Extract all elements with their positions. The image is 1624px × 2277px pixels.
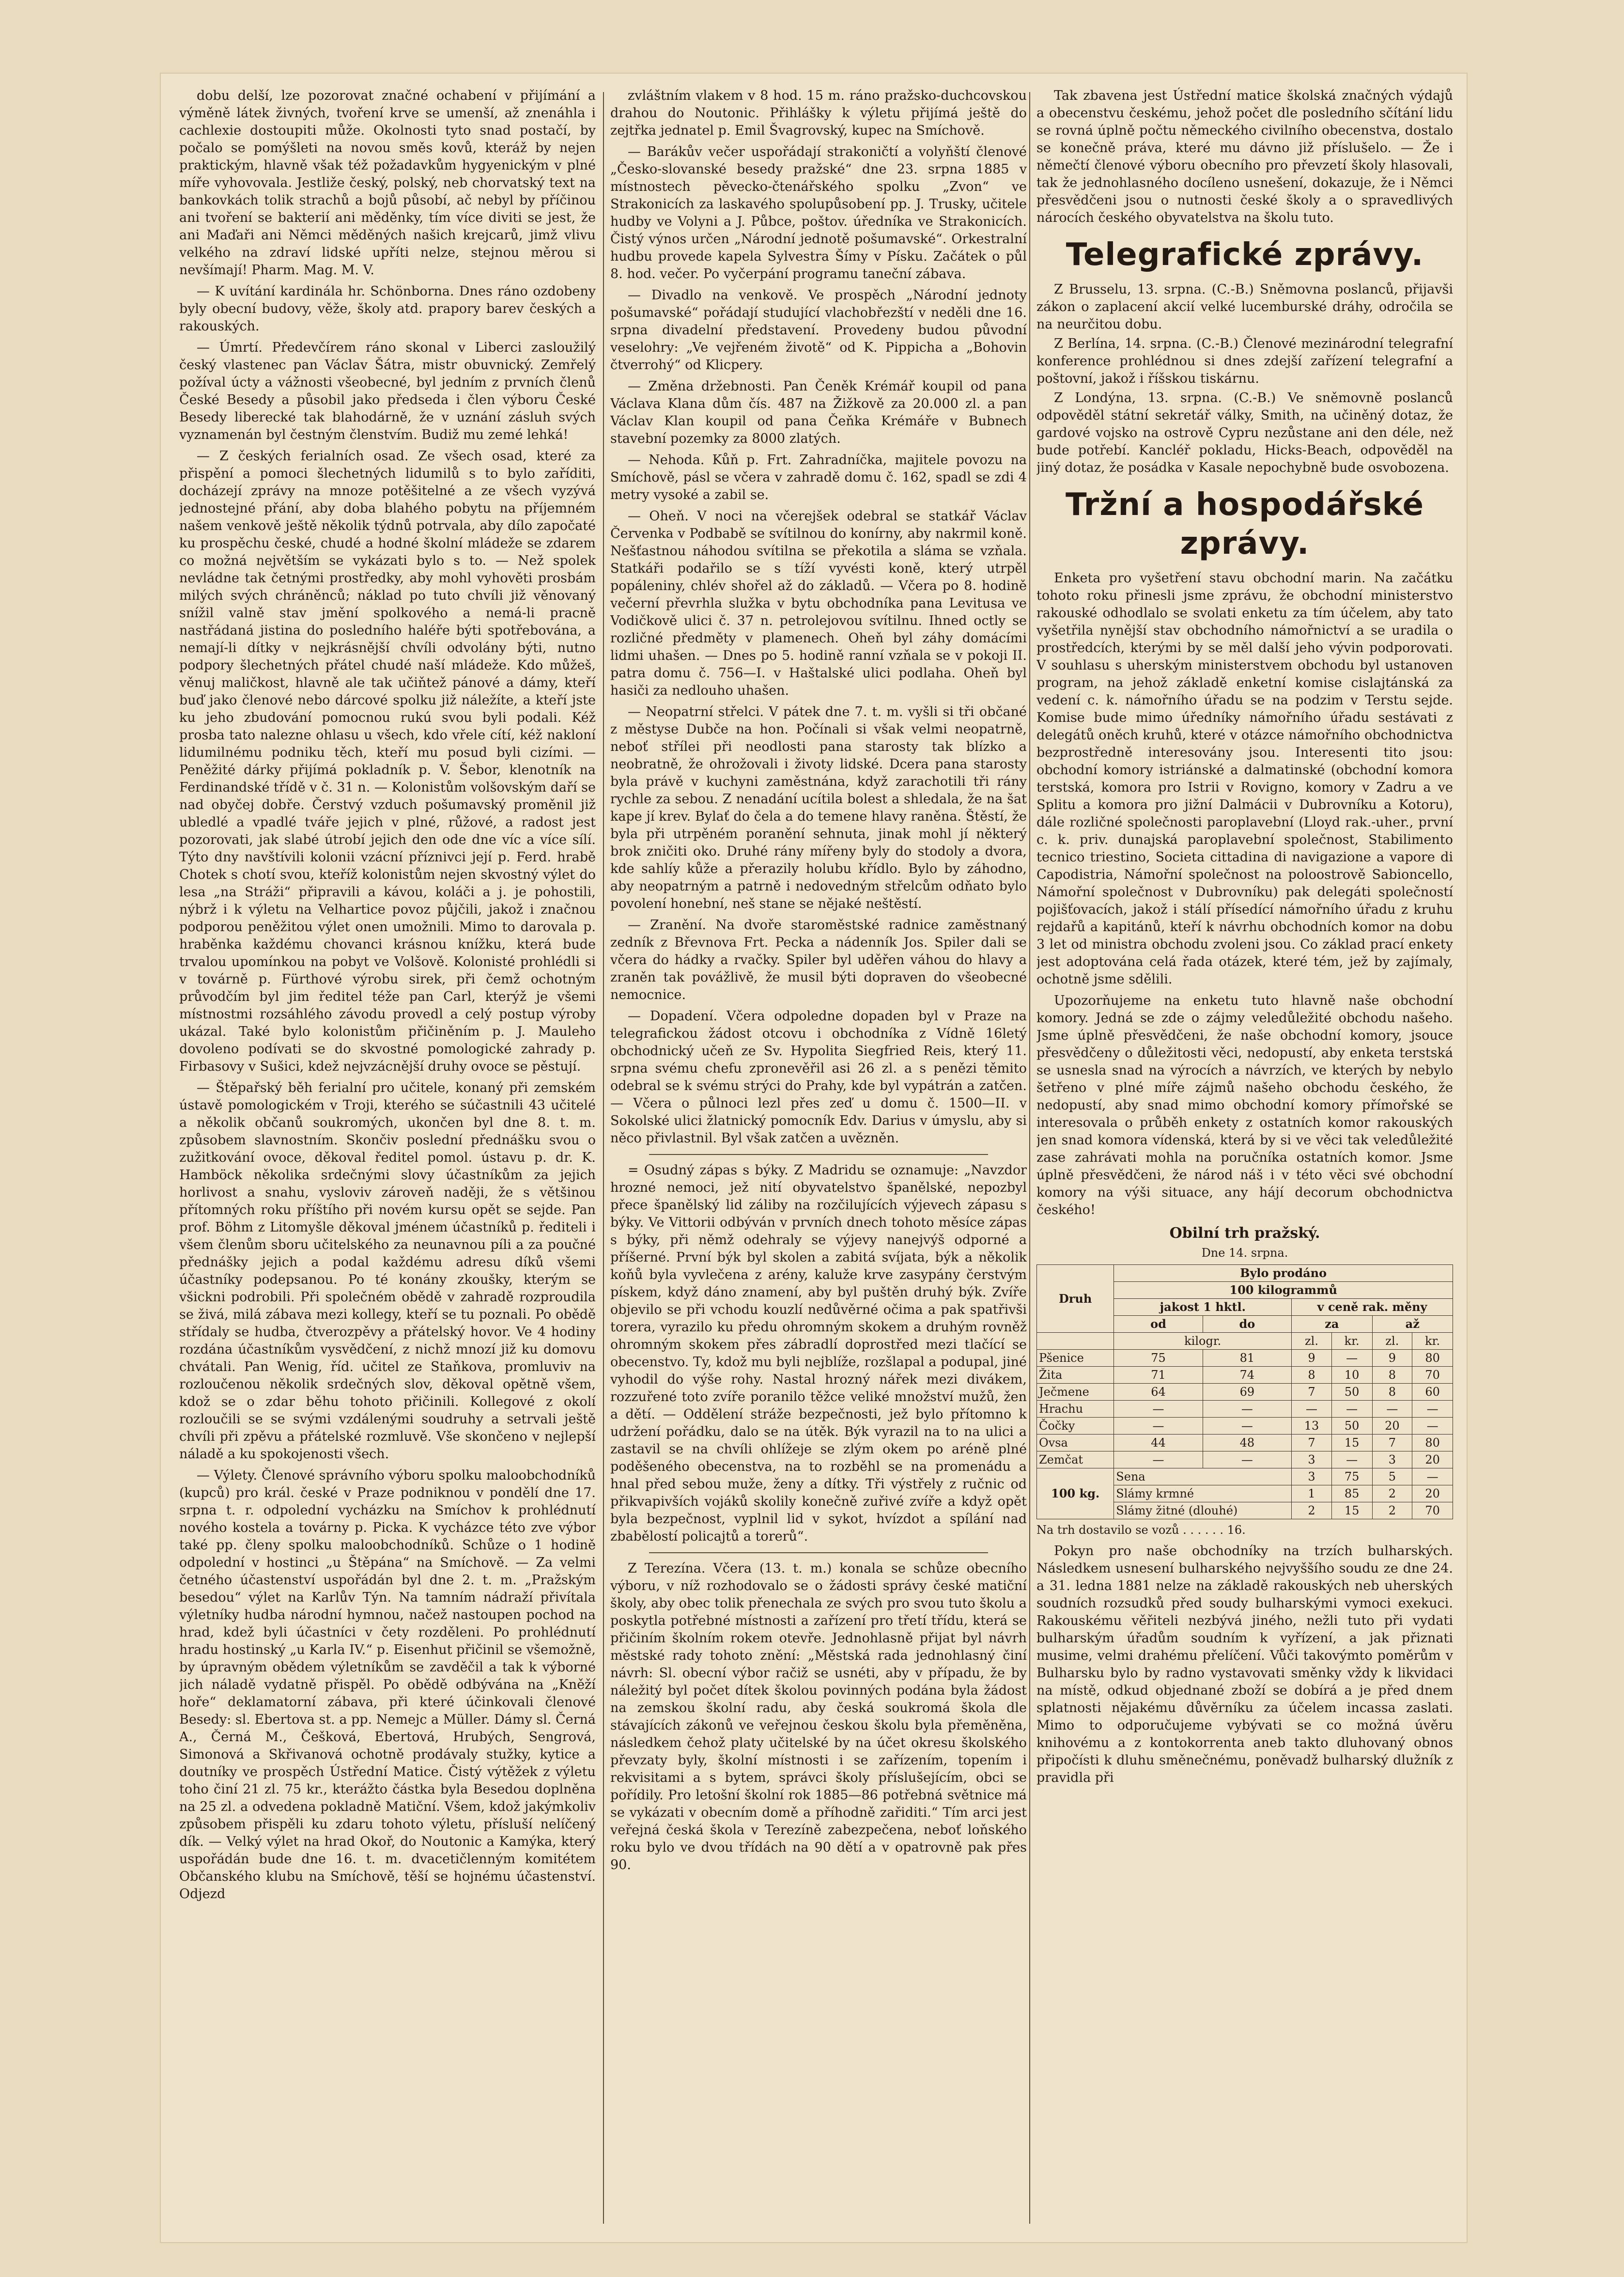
table-cell: 3 bbox=[1292, 1451, 1332, 1468]
article-paragraph: — Divadlo na venkově. Ve prospěch „Národní jednoty pošumavské“ pořádají studující vlachobřezští v neděli dne 16. srpna divadelní představení. Provedeny budou původní veselohry: „Ve vejřeném životě“ od K. Pippicha a „Bohovin čtverrohý“ od Klicpery. bbox=[610, 288, 1027, 373]
article-paragraph: Upozorňujeme na enketu tuto hlavně naše obchodní komory. Jedná se zde o zájmy veledůležité obchodu našeho. Jsme úplně přesvědčeni, že naše obchodní komory, jsouce přesvědčeny o důležitosti věci, nedopustí, aby enketa terstská se usnesla snad na výrocích a návrzích, ve kterých by nebylo šetřeno v plné míře zájmů našeho obchodu českého, že nedopustí, aby snad mimo obchodní komory přímořské se interesovala o průběh enkety z ostatních komor rakouských jen snad komora vídenská, která by si ve věci tak veledůležité zase zahrávati mohla na poručníka ostatních komor. Jsme úplně přesvědčeni, že národ náš i v této věci své obchodní komory na výši situace, any hájí decorum obchodnictva českého! bbox=[1036, 993, 1453, 1217]
grain-market-date: Dne 14. srpna. bbox=[1201, 1246, 1288, 1260]
table-header: až bbox=[1372, 1316, 1453, 1333]
table-cell: 71 bbox=[1114, 1367, 1203, 1384]
article-paragraph: — Štěpařský běh ferialní pro učitele, konaný při zemském ústavě pomologickém v Troji, kterého se súčastnili 43 učitelé a několik občanů soukromých, ukončen byl dne 8. t. m. způsobem slavnostním. Skončiv poslední přednášku svou o zužitkování ovoce, děkoval ředitel pomol. ústavu p. dr. K. Hamböck několika srdečnými slovy účastníkům za jejich horlivost a snahu, vysloviv zároveň naději, že s většinou přítomných roku příštího při novém kursu opět se sejde. Pan prof. Böhm z Litomyšle děkoval jménem účastníků p. řediteli i všem členům sboru učitelského za neunavnou píli a za poučné přednášky jejich a podal každému adresu díků všemi účastníky podepsanou. Po té konány zkoušky, kterým se všickni podrobili. Při společném obědě v zahradě rozproudila se živá, milá zábava mezi kollegy, kteří se tu poznali. Po obědě střídaly se hudba, čtverozpěvy a přátelský hovor. Ve 4 hodiny rozdána účastníkům vysvědčení, z nichž mnozí již ku domovu chvátali. Pan Wenig, říd. učitel ze Staňkova, promluviv na rozloučenou několik srdečných slov, děkoval opětně všem, kdož se o zdar běhu tohoto přičinili. Kollegové z okolí rozloučili se se svými vzdálenými soudruhy a setrvali ještě chvíli při zpěvu a přátelské rozmluvě. Vše skončeno v nejlepší náladě a ku spokojenosti všech. bbox=[179, 1080, 596, 1462]
table-row bbox=[1037, 1401, 1453, 1418]
table-cell: 7 bbox=[1292, 1435, 1332, 1451]
table-cell: — bbox=[1331, 1401, 1372, 1418]
table-cell: 81 bbox=[1203, 1350, 1291, 1367]
table-cell: — bbox=[1331, 1350, 1372, 1367]
column-rule bbox=[603, 92, 604, 2224]
table-cell: — bbox=[1203, 1418, 1291, 1435]
table-cell: Hrachu bbox=[1037, 1401, 1114, 1418]
section-heading-telegraphic: Telegrafické zprávy. bbox=[1066, 237, 1424, 273]
table-cell: — bbox=[1203, 1401, 1291, 1418]
table-cell: 50 bbox=[1331, 1384, 1372, 1401]
table-cell: 2 bbox=[1372, 1502, 1412, 1519]
table-cell: 7 bbox=[1292, 1384, 1332, 1401]
table-cell: Slámy žitné (dlouhé) bbox=[1114, 1502, 1292, 1519]
table-cell: 85 bbox=[1331, 1485, 1372, 1502]
table-header: za bbox=[1292, 1316, 1372, 1333]
article-paragraph: Enketa pro vyšetření stavu obchodní marin. Na začátku tohoto roku přinesli jsme zprávu, že obchodní ministerstvo rakouské odhodlalo se svolati enketu za tím účelem, aby tato vyšetřila nynější stav obchodního námořnictví a se uradila o prostředcích, kterými by se měl další jeho vývin podporovati. V souhlasu s uherským ministerstvem obchodu byl ustanoven program, na jehož základě enketní komise cislajtánská za vedení c. k. námořního úřadu se na podzim v Terstu sejde. Komise bude mimo úředníky námořního úřadu sestávati z delegátů oněch kruhů, které v otázce námořního obchodnictva bezprostředně interesovány jsou. Interesenti tito jsou: obchodní komory istriánské a dalmatinské (obchodní komora terstská, komora pro Istrii v Rovigno, komory v Zadru a ve Splitu a komora pro jižní Dalmácii v Dubrovníku a Kotoru), dále rozličné společnosti paroplavební (Lloyd rak.-uher., první c. k. priv. dunajská paroplavební společnost, Stabilimento tecnico triestino, Societa cittadina di navigazione a vapore di Capodistria, Námořní společnost na poloostrově Sabioncello, Námořní společnost v Dubrovníku) pak delegáti společností pojišťovacích, jakož i stálí přísedící námořního úřadu z kruhu rejdařů a kapitánů, kteří k návrhu obchodních komor na dobu 3 let od ministra obchodu zvoleni jsou. Co základ prací enkety jest adoptována celá řada otázek, které tém, jež by zajímaly, ochotně jsme sdělili. bbox=[1036, 571, 1453, 987]
table-cell: — bbox=[1372, 1401, 1412, 1418]
table-header: kr. bbox=[1412, 1333, 1453, 1350]
table-header: zl. bbox=[1292, 1333, 1332, 1350]
table-cell: 69 bbox=[1203, 1384, 1291, 1401]
table-cell: 8 bbox=[1372, 1384, 1412, 1401]
grain-price-table bbox=[1036, 1264, 1453, 1519]
article-paragraph: dobu delší, lze pozorovat značné ochabení v přijímání a výměně látek živných, tvoření krve se umenší, až znenáhla i cachlexie dostoupiti může. Okolnosti tyto snad postačí, by počalo se pomýšleti na novou směs kovů, kteráž by nejen praktickým, hlavně však též požadavkům hygyenickým v plné míře vyhovovala. Jestliže český, polský, neb chorvatský text na bankovkách tolik strachů a bojů působí, ač nebyl by příčinou ani tvoření se bakterií ani měděnky, tím více diviti se jest, že ani Maďaři ani Němci měděných našich krejcarů, jimž vlivu velkého na zdraví lidské upříti nelze, stejnou měrou si nevšímají! Pharm. Mag. M. V. bbox=[179, 88, 596, 278]
telegram: Z Brusselu, 13. srpna. (C.-B.) Sněmovna poslanců, přijavši zákon o zaplacení akcií velké lucemburské dráhy, odročila se na neurčitou dobu. bbox=[1036, 282, 1453, 332]
column-rule bbox=[1029, 92, 1030, 2224]
table-cell: — bbox=[1412, 1468, 1453, 1485]
table-header: 100 kilogrammů bbox=[1114, 1282, 1453, 1299]
table-cell: 70 bbox=[1412, 1367, 1453, 1384]
telegram: Z Londýna, 13. srpna. (C.-B.) Ve sněmovně poslanců odpověděl státní sekretář války, Smith, na učiněný dotaz, že gardové vojsko na ostrově Cypru nezůstane ani den déle, než bude potřebí. Kancléř pokladu, Hicks-Beach, odpověděl na jiný dotaz, že posádka v Kasale nepochybně bude osvobozena. bbox=[1036, 390, 1453, 475]
article-paragraph: — Dopadení. Včera odpoledne dopaden byl v Praze na telegrafickou žádost otcovu i obchodníka z Vídně 16letý obchodnický učeň ze Sv. Hypolita Siegfried Reis, který 11. srpna svému chefu zpronevěřil asi 26 zl. a s penězi těmito odebral se k svému strýci do Prahy, kde byl vypátrán a zatčen. — Včera o půlnoci lezl přes zeď u domu č. 1500—II. v Sokolské ulici žlatnický pomocník Edv. Darius v úmyslu, aby si něco přivlastnil. Byl však zatčen a uvězněn. bbox=[610, 1009, 1027, 1146]
table-header: zl. bbox=[1372, 1333, 1412, 1350]
column-left bbox=[179, 87, 596, 2229]
table-cell: 10 bbox=[1331, 1367, 1372, 1384]
article-paragraph: — Nehoda. Kůň p. Frt. Zahradníčka, majitele povozu na Smíchově, pásl se včera v zahradě domu č. 162, spadl se zdi 4 metry vysoké a zabil se. bbox=[610, 452, 1027, 502]
table-cell: 80 bbox=[1412, 1350, 1453, 1367]
table-cell: 9 bbox=[1372, 1350, 1412, 1367]
table-cell: 44 bbox=[1114, 1435, 1203, 1451]
market-note: Na trh dostavilo se vozů . . . . . . 16. bbox=[1036, 1523, 1246, 1537]
table-row bbox=[1037, 1367, 1453, 1384]
table-cell: 3 bbox=[1372, 1451, 1412, 1468]
table-header: od bbox=[1114, 1316, 1203, 1333]
table-cell: 74 bbox=[1203, 1367, 1291, 1384]
table-cell: — bbox=[1412, 1418, 1453, 1435]
newspaper-page bbox=[160, 73, 1468, 2243]
table-cell: 8 bbox=[1372, 1367, 1412, 1384]
table-header: kr. bbox=[1331, 1333, 1372, 1350]
article-paragraph: zvláštním vlakem v 8 hod. 15 m. ráno pražsko-duchcovskou drahou do Noutonic. Přihlášky k výletu přijímá ještě do zejtřka jednatel p. Emil Švagrovský, kupec na Smíchově. bbox=[610, 88, 1027, 138]
table-cell: Sena bbox=[1114, 1468, 1292, 1485]
table-cell: Slámy krmné bbox=[1114, 1485, 1292, 1502]
table-cell: — bbox=[1114, 1418, 1203, 1435]
column-middle bbox=[610, 87, 1027, 2229]
table-cell: 2 bbox=[1372, 1485, 1412, 1502]
table-cell: 8 bbox=[1292, 1367, 1332, 1384]
section-divider bbox=[649, 1154, 988, 1155]
article-paragraph: — Barákův večer uspořádají strakoničtí a volyňští členové „Česko-slovanské besedy pražské“ dne 23. srpna 1885 v místnostech pěvecko-čtenářského spolku „Zvon“ ve Strakonicích za laskavého spolupůsobení pp. J. Trusky, učitele hudby ve Volyni a J. Půbce, poštov. úředníka ve Strakonicích. Čistý výnos určen „Národní jednotě pošumavské“. Orkestralní hudbu provede kapela Sylvestra Šímy v Písku. Začátek o půl 8. hod. večer. Po vyčerpání programu taneční zábava. bbox=[610, 144, 1027, 281]
table-cell: — bbox=[1114, 1451, 1203, 1468]
section-divider bbox=[649, 1552, 988, 1553]
section-heading-market: Tržní a hospodářské zprávy. bbox=[1066, 487, 1424, 561]
article-paragraph: — Zranění. Na dvoře staroměstské radnice zaměstnaný zedník z Břevnova Frt. Pecka a nádenník Jos. Spiler dali se včera do hádky a rvačky. Spiler byl uděřen váhou do hlavy a zraněn tak povážlivě, že musil býti dopraven do všeobecné nemocnice. bbox=[610, 918, 1027, 1002]
table-cell: 20 bbox=[1412, 1485, 1453, 1502]
table-cell: — bbox=[1114, 1401, 1203, 1418]
table-cell: Ječmene bbox=[1037, 1384, 1114, 1401]
table-header: jakost 1 hktl. bbox=[1114, 1299, 1292, 1316]
table-cell: 3 bbox=[1292, 1468, 1332, 1485]
article-paragraph: — Úmrtí. Předevčírem ráno skonal v Liberci zasloužilý český vlastenec pan Václav Šátra, mistr obuvnický. Zemřelý požíval úcty a vážnosti všeobecné, byl jedním z prvních členů České Besedy a působil jako předseda i člen výboru České Besedy liberecké tak blahodárně, že v uznání zásluh svých vyznamenán byl čestným členstvím. Budiž mu zemé lehká! bbox=[179, 340, 596, 442]
table-cell: 7 bbox=[1372, 1435, 1412, 1451]
table-cell: Ovsa bbox=[1037, 1435, 1114, 1451]
article-paragraph: Tak zbavena jest Ústřední matice školská značných výdajů a obecenstvu českému, jehož počet dle posledního sčítání lidu se rovná úplně počtu německého civilního obecenstva, dostalo se konečně práva, které mu dávno již příslušelo. — Že i němečtí členové výboru obecního pro převzetí školy hlasovali, tak že jednohlasného docíleno usnešení, dokazuje, že i Němci přesvědčeni jsou o nutnosti české školy a o spravedlivých nárocích českého obyvatelstva na školu tuto. bbox=[1036, 88, 1453, 225]
table-cell: Zemčat bbox=[1037, 1451, 1114, 1468]
article-paragraph: — Z českých ferialních osad. Ze všech osad, které za přispění a pomoci šlechetných lidumilů s to bylo zaříditi, docházejí zprávy na mnoze potěšitelné a ze všech vyzývá jednostejné přání, aby doba blahého pobytu na příjemném našem venkově ještě několik týdnů potrvala, aby dílo započaté ku prospěchu české, chudé a hodné školní mládeže se zdarem co možná největším se vykázati bylo s to. — Než spolek nevládne tak četnými prostředky, aby mohl vyhověti prosbám milých svých chráněnců; náklad po tuto chvíli již věnovaný snížil valně stav jmění spolkového a nemá-li pracně nastřádaná jistina do posledního haléře býti spotřebována, a nemají-li dítky v nejkrásnější chvíli odvolány býti, nutno podpory šlechetných přátel chudé naší mládeže. Kdo můžeš, věnuj maličkost, hlavně ale tak učiňtež pánové a dámy, kteří buď jako členové nebo dárcové spolku již náležíte, a kteří jste ku jeho zbudování pomocnou rukú svou byli podali. Kéž prosba tato nalezne ohlasu u všech, kdo vřele cítí, kéž nakloní lidumilnému podniku těch, kteří mu posud byli cizími. — Peněžité dárky přijímá pokladník p. V. Šebor, klenotník na Ferdinandské třídě v č. 31 n. — Kolonistům volšovským daří se nad obyčej dobře. Čerstvý vzduch pošumavský proměnil již ubledlé a vpadlé tváře jejich v plné, růžové, a radost jest pozorovati, jak slabé útrobí jejich den ode dne víc a více sílí. Týto dny navštívili kolonii vzácní příznivci její p. Ferd. hrabě Chotek s chotí svou, kteříž kolonistům nejen skvostný výlet do lesa „na Stráži“ připravili a kávou, koláči a j. je pohostili, nýbrž i k výletu na Velhartice povoz půjčili, jakož i značnou podporou peněžitou výlet onen umožnili. Mimo to darovala p. hraběnka každému chovanci krásnou knížku, která bude trvalou upomínkou na pobyt ve Volšově. Kolonisté prohlédli si v továrně p. Fürthové výrobu sirek, při čemž ochotným průvodčím byl jim ředitel téže pan Carl, kterýž je všemi místnostmi rozsáhlého závodu provedl a celý postup výroby ukázal. Také bylo kolonistům přičiněním p. J. Mauleho dovoleno podívati se do skvostné pomologické zahrady p. Firbasovy v Sušici, kdež nejvzácnější druhy ovoce se pěstují. bbox=[179, 449, 596, 1074]
table-cell: Čočky bbox=[1037, 1418, 1114, 1435]
article-paragraph: — Změna držebnosti. Pan Čeněk Krémář koupil od pana Václava Klana dům čís. 487 na Žižkově za 20.000 zl. a pan Václav Klan koupil od pana Čeňka Krémáře v Bubnech stavební pozemky za 8000 zlatých. bbox=[610, 379, 1027, 446]
table-cell: 20 bbox=[1412, 1451, 1453, 1468]
article-paragraph: — K uvítání kardinála hr. Schönborna. Dnes ráno ozdobeny byly obecní budovy, věže, školy atd. prapory barev českých a rakouských. bbox=[179, 284, 596, 334]
grain-rows bbox=[1037, 1350, 1453, 1468]
table-row bbox=[1037, 1468, 1453, 1485]
table-cell: 13 bbox=[1292, 1418, 1332, 1435]
table-cell: 75 bbox=[1331, 1468, 1372, 1485]
hay-rows bbox=[1037, 1468, 1453, 1519]
table-side-label: 100 kg. bbox=[1037, 1468, 1114, 1519]
table-cell: 48 bbox=[1203, 1435, 1291, 1451]
table-cell: 2 bbox=[1292, 1502, 1332, 1519]
article-paragraph: Z Terezína. Včera (13. t. m.) konala se schůze obecního výboru, v níž rozhodovalo se o žádosti správy české matiční školy, aby obec tolik přenechala ze svých pro svou tuto školu a poskytla potřebné místnosti a zařízení pro třetí třídu, která se přičiním školním rokem otevře. Jednohlasně přijat byl návrh městské rady tohoto znění: „Městská rada jednohlasný činí návrh: Sl. obecní výbor račiž se usnéti, aby v případu, že by náležitý byl počet dítek školou povinných podána byla žádost na zemskou školní radu, aby česká soukromá škola dle stávajících zákonů ve veřejnou českou školu byla přeměněna, následkem čehož platy učitelské by na účet okresu školského převzaty byly, školní místnosti i se zařízením, topením i rekvisitami a s bytem, správci školy příslušejícím, obci se pořídily. Pro letošní školní rok 1885—86 potřebná světnice má se vykázati v obecním domě a příhodně zařiditi.“ Tím arci jest veřejná česká škola v Terezíně zabezpečena, neboť loňského roku bylo ve dvou třídách na 90 dětí a v opatrovně pak přes 90. bbox=[610, 1561, 1027, 1872]
table-cell: 64 bbox=[1114, 1384, 1203, 1401]
table-header: kilogr. bbox=[1114, 1333, 1292, 1350]
telegram: Z Berlína, 14. srpna. (C.-B.) Členové mezinárodní telegrafní konference prohlédnou si dnes zdejší zařízení telegrafní a poštovní, jakož i říšskou tiskárnu. bbox=[1036, 336, 1453, 386]
table-cell: 1 bbox=[1292, 1485, 1332, 1502]
table-cell: — bbox=[1203, 1451, 1291, 1468]
table-row bbox=[1037, 1451, 1453, 1468]
table-cell: 75 bbox=[1114, 1350, 1203, 1367]
table-cell: — bbox=[1331, 1451, 1372, 1468]
table-row bbox=[1037, 1418, 1453, 1435]
table-cell: — bbox=[1412, 1401, 1453, 1418]
table-header: do bbox=[1203, 1316, 1291, 1333]
grain-market-title: Obilní trh pražský. bbox=[1169, 1225, 1320, 1242]
article-paragraph: — Výlety. Členové správního výboru spolku maloobchodníků (kupců) pro král. české v Praze podniknou v pondělí dne 17. srpna t. r. odpolední vycházku na Smíchov k prohlédnutí nového kostela a továrny p. Picka. K vycházce této zve výbor také pp. členy spolku maloobchodníků. Schůze o 1 hodině odpolední v hostinci „u Štěpána“ na Smíchově. — Za velmi četného účastenství uspořádán byl dne 2. t. m. „Pražským besedou“ výlet na Karlův Týn. Na tamním nádraží přivítala výletníky hudba národní hymnou, načež nastoupen pochod na hrad, kdež byli účastníci v čety rozděleni. Po prohlédnutí hradu hostinský „u Karla IV.“ p. Eisenhut přičinil se všemožně, by úpravným obědem výletníkům se zavděčil a tak k výborné jich náladě vydatně přispěl. Po obědě odbývána na „Kněží hoře“ deklamatorní zábava, při které účinkovali členové Besedy: sl. Ebertova st. a pp. Nemejc a Müller. Dámy sl. Černá A., Černá M., Češková, Ebertová, Hrubých, Sengrová, Simonová a Skřivanová ochotně prodávaly stužky, kytice a doutníky ve prospěch Ústřední Matice. Čistý výtěžek z výletu toho činí 21 zl. 75 kr., kterážto částka byla Besedou doplněna na 25 zl. a odvedena pokladně Matiční. Všem, kdož jakýmkoliv způsobem přispěli ku zdaru tohoto výletu, přísluší nelíčený dík. — Velký výlet na hrad Okoř, do Noutonic a Kamýka, který uspořádán bude dne 16. t. m. dvacetičlenným komitétem Občanského klubu na Smíchově, těší se hojnému účastenství. Odjezd bbox=[179, 1468, 596, 1902]
table-cell: Žita bbox=[1037, 1367, 1114, 1384]
table-header: Druh bbox=[1037, 1265, 1114, 1333]
article-paragraph: — Neopatrní střelci. V pátek dne 7. t. m. vyšli si tři občané z městyse Dubče na hon. Počínali si však velmi neopatrně, neboť střílei při neodlosti pana starosty tak blízko a neobratně, že ohrožovali i životy lidské. Dcera pana starosty byla právě v kuchyni zaměstnána, když zarachotili tři rány rychle za sebou. Z nenadání ucítila bolest a shledala, že na šat kape jí krev. Bylať do čela a do temene hlavy raněna. Štěstí, že byla při utrpěném poranění sehnuta, jinak mohl jí některý brok zničiti oko. Druhé rány mířeny byly do stodoly a dvora, kde sahlíy kůže a přerazily holubu křídlo. Bylo by záhodno, aby neopatrným a patrně i nedovedným střelcům odňato bylo povolení honební, neš stane se nějaké neštěstí. bbox=[610, 704, 1027, 911]
table-row bbox=[1037, 1384, 1453, 1401]
table-row bbox=[1037, 1350, 1453, 1367]
table-cell: Pšenice bbox=[1037, 1350, 1114, 1367]
article-paragraph: = Osudný zápas s býky. Z Madridu se oznamuje: „Navzdor hrozné nemoci, jež nití obyvatelstvo španělské, nepozbyl přece španělský lid záliby na rozčilujících výjevech zápasu s býky. Ve Vittorii odbýván v prvních dnech tohoto měsíce zápas s býky, při němž odehraly se výjevy nanejvýš odporné a příšerné. První býk byl skolen a zabitá svíjata, býk a několik koňů byla vyvlečena z arény, kaluže krve zasypány čerstvým pískem, když dáno znamení, aby byl puštěn druhý býk. Zvíře objevilo se při vchodu kouzlí nedůvěrné očima a pak spatřivši torera, vyrazilo ku předu ohromným skokem a druhým rovněž ohromným skokem přes zábradlí doprostřed mezi tlačící se obecenstvo. Ty, kdož mu byli nejblíže, rozšlapal a podupal, jiné vyhodil do výše rohy. Nastal hrozný nářek mezi divákem, rozzuřené toto zvíře poranilo těžce veliké množství mužů, žen a dětí. — Oddělení stráže bezpečnosti, jež bylo přítomno k udržení pořádku, dalo se na útěk. Býk vyrazil na to na ulici a zastavil se na chvíli ohlížeje se zlým okem po aréně plné poděšeného obecenstva, na to rozběhl se na promenádu a hnal před sebou muže, ženy a dítky. Tři výstřely z ručnic od přikvapivších vojáků skolily konečně zuřivé zvíře a když opět byla bezpečnost, vyplnil lid v sykot, hvízdot a spílání nad zbabělostí policajtů a torerů“. bbox=[610, 1163, 1027, 1544]
table-cell: 9 bbox=[1292, 1350, 1332, 1367]
table-cell: 70 bbox=[1412, 1502, 1453, 1519]
table-header: Bylo prodáno bbox=[1114, 1265, 1453, 1282]
table-cell: 80 bbox=[1412, 1435, 1453, 1451]
table-cell: 15 bbox=[1331, 1502, 1372, 1519]
table-cell: 20 bbox=[1372, 1418, 1412, 1435]
table-header: v ceně rak. měny bbox=[1292, 1299, 1453, 1316]
article-paragraph: Pokyn pro naše obchodníky na trzích bulharských. Následkem usnesení bulharského nejvyššího soudu ze dne 24. a 31. ledna 1881 nelze na základě rakouských neb uherských soudních rozsudků před soudy bulharskými vymoci exekuci. Rakouskému věřiteli nezbývá jiného, nežli tuto při vydati bulharským úřadům soudním k vyřízení, a jak přiznati musime, velmi drahému přelíčení. Vůči takovýmto poměrům v Bulharsku bylo by radno vystavovati směnky vždy k likvidaci na místě, odkud objednané zboží se dobírá a je před dnem splatnosti nějakému důvěrníku za účelem incassa zaslati. Mimo to odporučujeme vybývati se co možná úvěru knihovému a z kontokorrenta aneb takto dluhovaný obnos připočísti k dluhu směnečnému, poněvadž bulharský dlužník z pravidla při bbox=[1036, 1544, 1453, 1785]
table-row bbox=[1037, 1435, 1453, 1451]
table-cell: 50 bbox=[1331, 1418, 1372, 1435]
table-cell: 60 bbox=[1412, 1384, 1453, 1401]
column-right bbox=[1036, 87, 1453, 2229]
table-cell: 5 bbox=[1372, 1468, 1412, 1485]
table-cell: — bbox=[1292, 1401, 1332, 1418]
table-cell: 15 bbox=[1331, 1435, 1372, 1451]
article-paragraph: — Oheň. V noci na včerejšek odebral se statkář Václav Červenka v Podbabě se svítilnou do konírny, aby nakrmil koně. Nešťastnou náhodou svítilna se překotila a sláma se vzňala. Statkáři podařilo se s tíží vyvésti koně, který utrpěl popáleniny, chlév shořel až do základů. — Včera po 8. hodině večerní převrhla služka v bytu obchodníka pana Levitusa ve Vodičkově ulici č. 37 n. petrolejovou svítilnu. Ihned octly se rozličné předměty v plamenech. Oheň byl záhy domácími lidmi uhašen. — Dnes po 5. hodině ranní vzňala se v pokoji II. patra domu č. 756—I. v Haštalské ulici podlaha. Oheň byl hasiči za nedlouho uhašen. bbox=[610, 509, 1027, 698]
table-cell bbox=[1037, 1333, 1114, 1350]
